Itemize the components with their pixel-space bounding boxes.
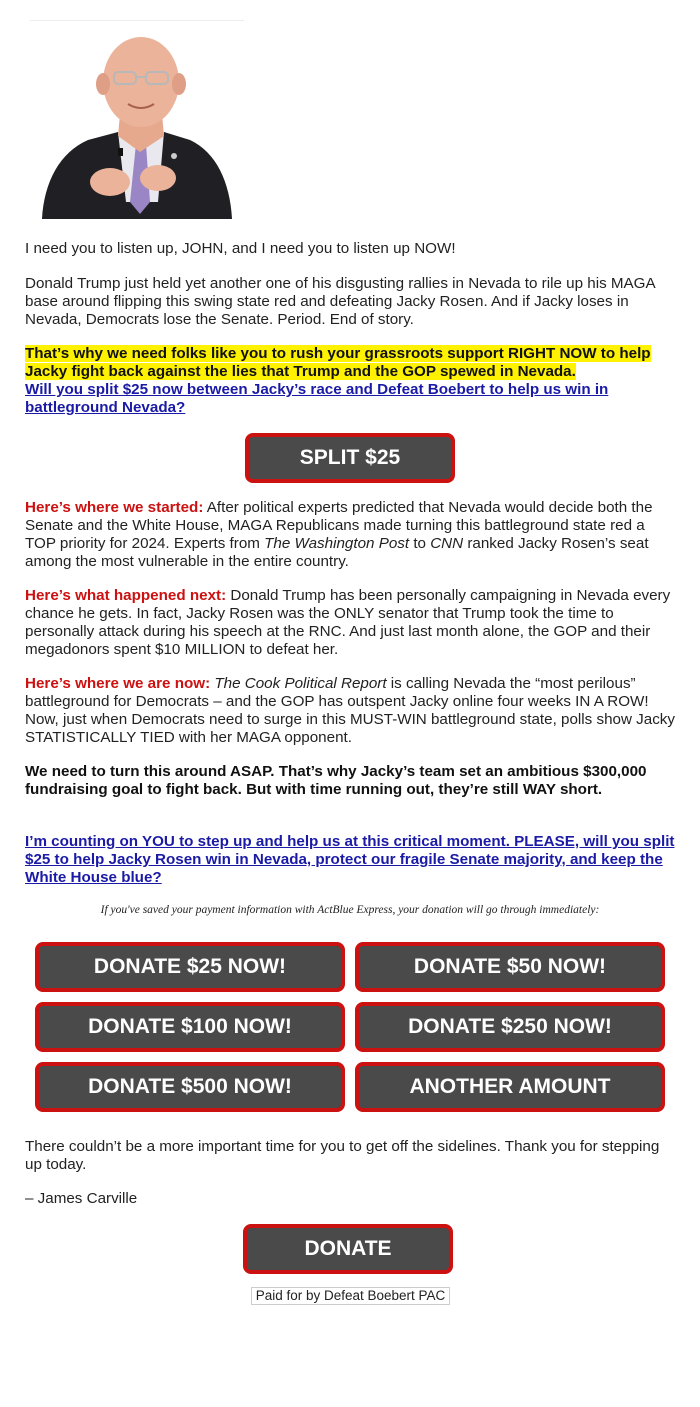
next-text: Donald Trump has been personally campaigning in Nevada every chance he gets. In fact, Jacky Rosen was the ONLY senator that Trump took the time to personally attack during his speech at the RNC. And just last month alone, the GOP and their megadonors spent $10 MILLION to defeat her. <box>25 587 671 658</box>
link-paragraph <box>25 833 675 887</box>
portrait-photo <box>40 32 234 219</box>
source-cook-political: The Cook Political Report <box>214 675 387 692</box>
donate-500-button[interactable]: DONATE $500 NOW! <box>35 1062 345 1112</box>
closing-paragraph: There couldn’t be a more important time for you to get off the sidelines. Thank you for stepping up today. <box>25 1138 660 1173</box>
donate-100-button[interactable]: DONATE $100 NOW! <box>35 1002 345 1052</box>
donate-25-button[interactable]: DONATE $25 NOW! <box>35 942 345 992</box>
source-washington-post: The Washington Post <box>264 535 410 552</box>
next-paragraph <box>25 587 675 659</box>
now-text: is calling Nevada the “most perilous” battleground for Democrats – and the GOP has outspent Jacky online four weeks IN A ROW! Now, just when Democrats need to surge in this MUST-WIN battleground state, polls show Jacky STATISTICALLY TIED with her MAGA opponent. <box>25 675 675 746</box>
donate-250-button[interactable]: DONATE $250 NOW! <box>355 1002 665 1052</box>
highlighted-text: That’s why we need folks like you to rush your grassroots support RIGHT NOW to help Jacky fight back against the lies that Trump and the GOP spewed in Nevada. <box>25 345 651 380</box>
now-label: Here’s where we are now: <box>25 675 211 692</box>
started-text-b: to <box>409 535 431 552</box>
split-link-1[interactable]: Will you split $25 now between Jacky’s race and Defeat Boebert to help us win in battleground Nevada? <box>25 381 609 416</box>
signature: – James Carville <box>25 1190 138 1207</box>
split-25-button[interactable]: SPLIT $25 <box>245 433 455 483</box>
goal-paragraph: We need to turn this around ASAP. That’s why Jacky’s team set an ambitious $300,000 fundraising goal to fight back. But with time running out, they’re still WAY short. <box>25 763 647 798</box>
started-paragraph <box>25 499 675 571</box>
another-amount-button[interactable]: ANOTHER AMOUNT <box>355 1062 665 1112</box>
top-divider <box>30 20 244 21</box>
donate-50-button[interactable]: DONATE $50 NOW! <box>355 942 665 992</box>
started-label: Here’s where we started: <box>25 499 204 516</box>
greeting-text: I need you to listen up, JOHN, and I need you to listen up NOW! <box>25 240 456 257</box>
now-paragraph <box>25 675 675 747</box>
split-link-2[interactable]: I’m counting on YOU to step up and help us at this critical moment. PLEASE, will you split $25 to help Jacky Rosen win in Nevada, protect our fragile Senate majority, and keep the White House blue? <box>25 833 675 886</box>
started-text-c: ranked Jacky Rosen’s seat among the most vulnerable in the entire country. <box>25 535 649 570</box>
donate-button[interactable]: DONATE <box>243 1224 453 1274</box>
actblue-express-note: If you've saved your payment information with ActBlue Express, your donation will go through immediately: <box>100 904 600 916</box>
highlight-paragraph <box>25 345 675 417</box>
paid-for-disclaimer: Paid for by Defeat Boebert PAC <box>251 1287 450 1305</box>
intro-paragraph: Donald Trump just held yet another one of his disgusting rallies in Nevada to rile up his MAGA base around flipping this swing state red and defeating Jacky Rosen. And if Jacky loses in Nevada, Democrats lose the Senate. Period. End of story. <box>25 275 655 328</box>
source-cnn: CNN <box>430 535 464 552</box>
next-label: Here’s what happened next: <box>25 587 227 604</box>
started-text-a: After political experts predicted that Nevada would decide both the Senate and the White House, MAGA Republicans made turning this battleground state red a TOP priority for 2024. Experts from <box>25 499 653 552</box>
